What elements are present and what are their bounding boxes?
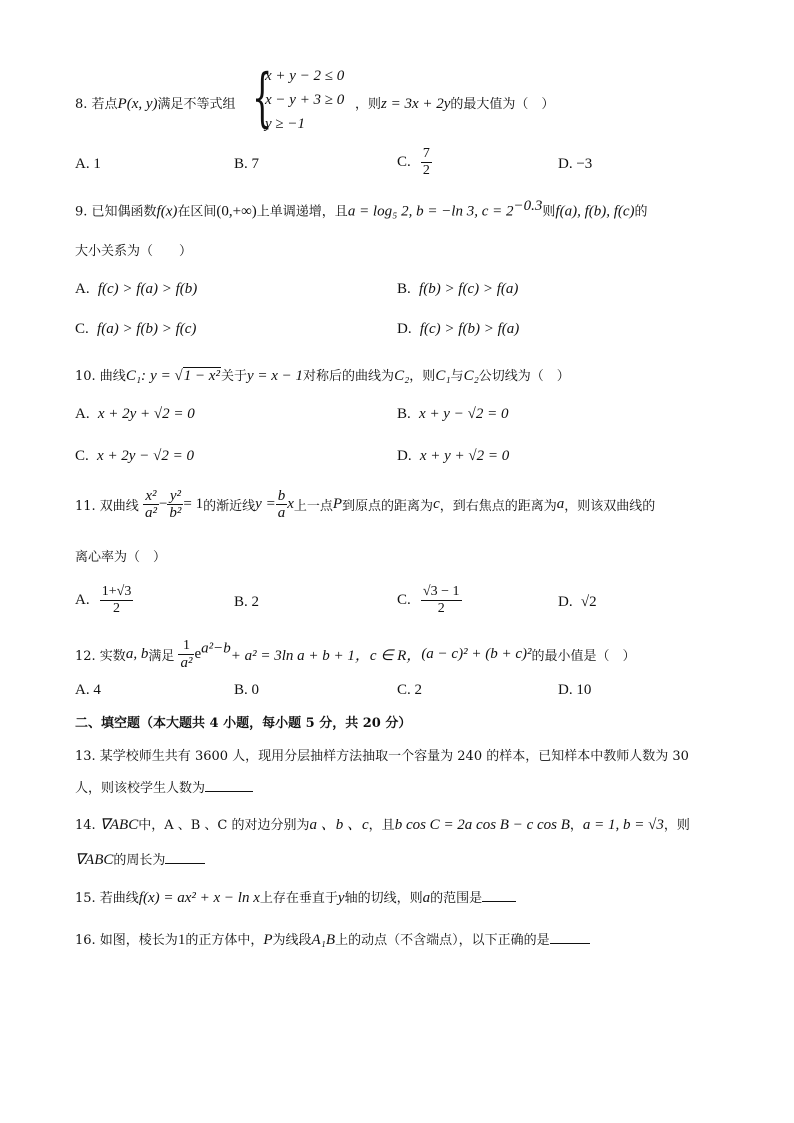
q15-answer-blank[interactable] xyxy=(482,889,516,902)
q14-answer-blank[interactable] xyxy=(165,851,205,864)
q9-option-b: B. f(b) > f(c) > f(a) xyxy=(397,281,519,297)
q11-option-b: B. 2 xyxy=(234,594,260,610)
q11-option-c: C. $\frac{√3 - 1}{2}$ xyxy=(397,584,460,616)
q11-frac-ba: $\frac{b}{a}$ xyxy=(277,488,286,521)
q15-stem: 15. 若曲线f(x) = ax² + x − ln x上存在垂直于y轴的切线，则a的范围是 xyxy=(75,887,516,907)
q8-stem-tail: ，则z = 3x + 2y的最大值为（ ） xyxy=(355,96,555,112)
q11-option-c-fraction: $\frac{√3 - 1}{2}$ xyxy=(422,584,460,616)
q9-stem-line1: 9. 已知偶函数f(x)在区间(0,+∞)上单调递增，且a = log₅ 2, b = −ln 3, $c = 2^{-0.3}$则f(a), f(b), f(c)的 xyxy=(75,198,648,220)
q8-sys-1: x + y − 2 ≤ 0 xyxy=(265,68,345,84)
q11-option-d: D. √2 xyxy=(558,594,597,610)
q8-sys-3: y ≥ −1 xyxy=(265,116,306,132)
q11-stem-line2: 离心率为（ ） xyxy=(75,550,167,565)
q11-option-a-fraction: $\frac{1+√3}{2}$ xyxy=(101,584,132,616)
q12-option-b: B. 0 xyxy=(234,682,260,698)
q13-line1: 13. 某学校师生共有 3600 人，现用分层抽样方法抽取一个容量为 240 的样本，已知样本中教师人数为 30 xyxy=(75,749,689,764)
q14-line2: ∇ABC的周长为 xyxy=(75,849,205,869)
q10-option-c: C. x + 2y − √2 = 0 xyxy=(75,448,194,464)
q8-option-d: D. −3 xyxy=(558,156,593,172)
q16-stem: 16. 如图，棱长为1的正方体中，P为线段A₁B上的动点（不含端点），以下正确的是 xyxy=(75,929,590,949)
q10-option-b: B. x + y − √2 = 0 xyxy=(397,406,509,422)
q11-stem-line1: 11. 双曲线 $\frac{\text{x²}}{\text{a²}}$ − $\frac{\text{y²}}{\text{b²}}$ = 1的渐近线y = $\frac{b}{a}$ x上一点P到原点的距离为c，到右焦点的距离为a，则该双曲线的 xyxy=(75,488,656,521)
q11-frac-y: $\frac{\text{y²}}{\text{b²}}$ xyxy=(169,488,182,521)
q8-sys-2: x − y + 3 ≥ 0 xyxy=(265,92,345,108)
q10-stem: 10. 曲线C₁: y = √1 − x²关于y = x − 1对称后的曲线为C₂，则C₁与C₂公切线为（ ） xyxy=(75,368,570,384)
q8-option-c-fraction: $\frac{7}{2}$ xyxy=(422,146,430,178)
q8-option-b: B. 7 xyxy=(234,156,260,172)
q9-option-d: D. f(c) > f(b) > f(a) xyxy=(397,321,520,337)
q12-frac: $\frac{1}{\text{a²}}$ xyxy=(180,638,193,671)
q12-option-c: C. 2 xyxy=(397,682,423,698)
q8-stem: 8. 若点P(x, y)满足不等式组 xyxy=(75,96,236,112)
q13-line2: 人，则该校学生人数为 xyxy=(75,777,253,796)
q16-answer-blank[interactable] xyxy=(550,931,590,944)
q12-stem: 12. 实数a, b满足 $\frac{1}{\text{a²}}$ $e^{a^2-b}+ a^2 = 3\ln$ a + b + 1，c ∈ R，(a − c)² + (b + c)²的最小值是（ ） xyxy=(75,638,636,671)
q9-option-c: C. f(a) > f(b) > f(c) xyxy=(75,321,197,337)
q12-option-a: A. 4 xyxy=(75,682,101,698)
q13-answer-blank[interactable] xyxy=(205,779,253,792)
q10-option-d: D. x + y + √2 = 0 xyxy=(397,448,510,464)
q10-option-a: A. x + 2y + √2 = 0 xyxy=(75,406,195,422)
q11-frac-x: $\frac{\text{x²}}{\text{a²}}$ xyxy=(144,488,157,521)
q8-option-c: C. $\frac{7}{2}$ xyxy=(397,146,430,178)
q8-option-a: A. 1 xyxy=(75,156,101,172)
q14-line1: 14. ∇ABC中，A 、B 、C 的对边分别为a 、b 、c，且b cos C = 2a cos B − c cos B，a = 1, b = √3，则 xyxy=(75,817,690,833)
q12-option-d: D. 10 xyxy=(558,682,592,698)
section-heading: 二、填空题（本大题共 4 小题，每小题 5 分，共 20 分） xyxy=(75,716,412,731)
q9-stem-line2: 大小关系为（ ） xyxy=(75,244,193,259)
q9-option-a: A. f(c) > f(a) > f(b) xyxy=(75,281,198,297)
q8-brace: { xyxy=(252,61,273,135)
q11-option-a: A. $\frac{1+√3}{2}$ xyxy=(75,584,132,616)
